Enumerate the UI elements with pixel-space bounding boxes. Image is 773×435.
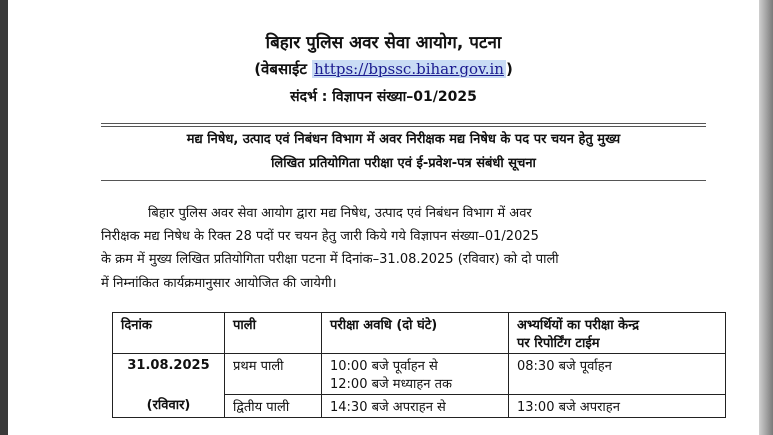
duration-end: 12:00 बजे मध्याहन तक	[330, 377, 453, 392]
website-line	[8, 59, 759, 79]
shift-cell: प्रथम पाली	[225, 354, 322, 395]
website-suffix: )	[505, 60, 513, 78]
advertisement-reference: संदर्भ : विज्ञापन संख्या–01/2025	[290, 89, 477, 105]
body-line-4: में निम्नांकित कार्यक्रमानुसार आयोजित की जायेगी।	[101, 276, 337, 291]
organization-title: बिहार पुलिस अवर सेवा आयोग, पटना	[265, 33, 502, 53]
header-duration: परीक्षा अवधि (दो घंटे)	[322, 313, 509, 354]
divider-bottom	[101, 180, 706, 181]
website-link[interactable]: https://bpssc.bihar.gov.in	[314, 60, 504, 78]
header-shift: पाली	[225, 313, 322, 354]
body-line-3: के क्रम में मुख्य लिखित प्रतियोगिता परीक्षा पटना में दिनांक–31.08.2025 (रविवार) को दो पाली	[101, 252, 559, 267]
shift-cell: द्वितीय पाली	[225, 395, 322, 418]
exam-day: (रविवार)	[146, 398, 191, 413]
table-row	[113, 354, 726, 395]
header-reporting-line-1: अभ्यर्थियों का परीक्षा केन्द्र	[517, 318, 640, 333]
website-prefix: (वेबसाईट	[254, 60, 307, 78]
date-cell	[113, 354, 225, 418]
subject-line-1: मद्य निषेध, उत्पाद एवं निबंधन विभाग में अवर निरीक्षक मद्य निषेध के पद पर चयन हेतु मुख्य	[186, 132, 621, 147]
duration-start: 10:00 बजे पूर्वाहन से	[330, 359, 438, 374]
left-scan-edge	[0, 0, 8, 435]
body-line-1: बिहार पुलिस अवर सेवा आयोग द्वारा मद्य निषेध, उत्पाद एवं निबंधन विभाग में अवर	[148, 206, 532, 221]
subject-line-2: लिखित प्रतियोगिता परीक्षा एवं ई-प्रवेश-पत्र संबंधी सूचना	[271, 156, 536, 171]
divider-top-2	[101, 126, 706, 127]
right-scan-edge	[759, 0, 773, 435]
document-page	[8, 0, 759, 435]
table-header-row	[113, 313, 726, 354]
exam-schedule-table	[112, 312, 726, 418]
header-reporting	[509, 313, 726, 354]
header-date: दिनांक	[113, 313, 225, 354]
duration-start: 14:30 बजे अपराहन से	[330, 400, 446, 415]
duration-cell	[322, 354, 509, 395]
reporting-cell: 13:00 बजे अपराहन	[509, 395, 726, 418]
reporting-cell: 08:30 बजे पूर्वाहन	[509, 354, 726, 395]
header-reporting-line-2: पर रिपोर्टिंग टाईम	[517, 336, 600, 351]
duration-cell	[322, 395, 509, 418]
divider-top-1	[101, 123, 706, 124]
body-line-2: निरीक्षक मद्य निषेध के रिक्त 28 पदों पर चयन हेतु जारी किये गये विज्ञापन संख्या–01/2025	[101, 229, 539, 244]
exam-date: 31.08.2025	[127, 358, 210, 373]
